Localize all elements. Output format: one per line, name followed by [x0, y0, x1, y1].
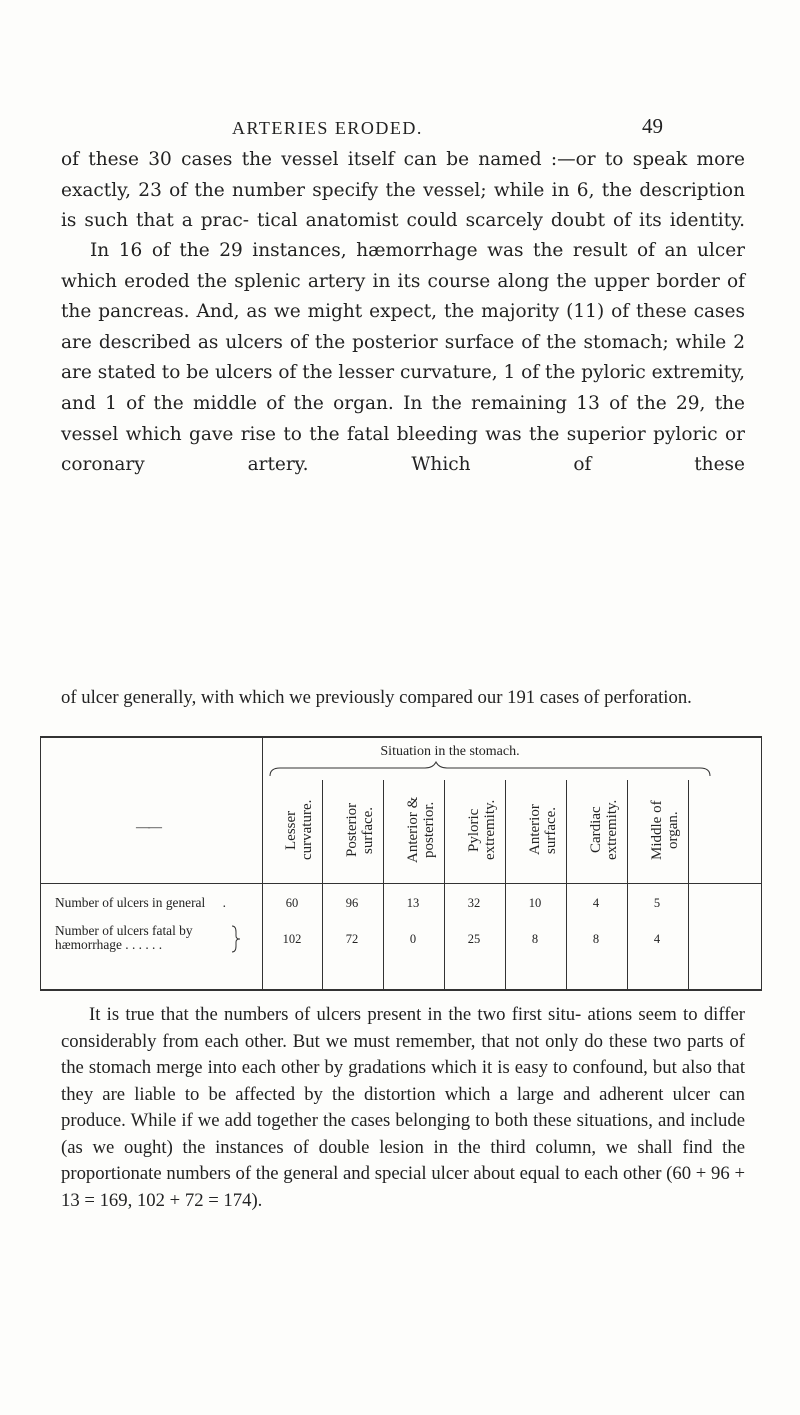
text-line: remember, that not only do these two parts of the stomach merge: [61, 1030, 745, 1078]
table-cell: 8: [592, 932, 600, 946]
situation-table: [40, 736, 760, 991]
text-line: proportionate numbers of the general and special ulcer about equal: [61, 1163, 561, 1184]
paragraph-2: [61, 236, 745, 481]
text-line: speak more exactly, 23 of the number specify the: [61, 149, 745, 201]
table-cell: 5: [653, 896, 661, 910]
column-rule: [566, 780, 567, 990]
text-line: of these 30 cases the vessel itself can be named :—or to: [61, 149, 624, 170]
column-rule: [688, 780, 689, 990]
text-line: curvature, 1 of the pyloric extremity, and 1 of the: [61, 362, 745, 414]
text-line: superior pyloric or coronary artery. Which of these: [61, 423, 745, 476]
row-label-text: Number of ulcers in general: [55, 895, 206, 910]
table-header-rule: [40, 883, 762, 884]
table-bottom-rule: [40, 989, 762, 991]
text-line: the instances of double lesion in the third column, we shall find the: [182, 1136, 745, 1158]
text-line: that they are liable to be affected by the distortion which a large: [61, 1057, 746, 1105]
column-rule: [627, 780, 628, 990]
table-caption: Situation in the stomach.: [380, 744, 520, 759]
table-cell: 96: [345, 896, 359, 910]
column-header-posterior-surface: Posterior surface.: [344, 802, 376, 858]
row-label-text: hæmorrhage . . . . . .: [55, 937, 163, 952]
text-line: stomach; while 2 are stated to be ulcers of the lesser: [61, 331, 745, 384]
text-line: might expect, the majority (11) of these cases are: [61, 301, 745, 353]
table-cell: 32: [467, 896, 481, 910]
column-header-lesser-curvature: Lesser curvature.: [283, 799, 315, 861]
row-label-general: [55, 896, 285, 910]
text-line: to each other (60 + 96 + 13 = 169, 102 + 72 = 174).: [61, 1163, 746, 1211]
column-rule: [322, 780, 323, 990]
table-cell: 60: [285, 896, 299, 910]
row-label-text: Number of ulcers fatal by: [55, 923, 193, 938]
row-brace: [230, 924, 242, 954]
table-cell: 0: [409, 932, 417, 946]
table-cell: 102: [282, 932, 302, 946]
text-line: the vessel which gave rise to the fatal bleeding was the: [61, 392, 746, 445]
text-line: vessel; while in 6, the description is such that a prac-: [61, 179, 745, 232]
table-cell: 4: [653, 932, 661, 946]
text-line: In 16 of the 29 instances, hæmorrhage was the result: [90, 240, 628, 261]
text-line: of perforation.: [583, 687, 692, 708]
paragraph-1: [61, 145, 745, 237]
row-label-suffix: .: [222, 895, 226, 910]
text-line: of an ulcer which eroded the splenic artery in its course: [61, 240, 745, 292]
text-line: of ulcer generally, with which we previously compared our 191 cases: [61, 687, 580, 708]
text-line: into each other by gradations which it is easy to confound, but also: [207, 1057, 712, 1078]
text-line: described as ulcers of the posterior surface of the: [98, 331, 577, 353]
table-cell: 25: [467, 932, 481, 946]
running-title: ARTERIES ERODED.: [232, 118, 423, 138]
column-header-pyloric-extremity: Pyloric extremity.: [466, 799, 498, 861]
text-line: tical anatomist could scarcely doubt of its identity.: [256, 210, 746, 232]
caption-brace: [40, 736, 762, 786]
page-number: 49: [642, 114, 663, 138]
text-line: ations seem to differ considerably from each other. But we must: [61, 1004, 745, 1052]
table-cell: 13: [406, 896, 420, 910]
column-header-cardiac-extremity: Cardiac extremity.: [588, 799, 620, 861]
table-cell: 4: [592, 896, 600, 910]
paragraph-3: [61, 685, 745, 712]
text-line: cases belonging to both these situations, and include (as we ought): [61, 1110, 745, 1158]
column-header-anterior-surface: Anterior surface.: [527, 804, 559, 856]
table-cell: 8: [531, 932, 539, 946]
text-line: and adherent ulcer can produce. While if we add together the: [61, 1083, 746, 1131]
text-line: It is true that the numbers of ulcers present in the two first situ-: [89, 1004, 582, 1025]
table-cell: 10: [528, 896, 542, 910]
page-header: [0, 114, 800, 148]
column-rule: [383, 780, 384, 990]
corner-dash: ——: [136, 820, 160, 835]
table-cell: 72: [345, 932, 359, 946]
text-line: middle of the organ. In the remaining 13 of the 29,: [193, 392, 706, 414]
column-header-anterior-posterior: Anterior & posterior.: [405, 796, 437, 864]
column-rule: [444, 780, 445, 990]
text-line: along the upper border of the pancreas. And, as we: [61, 270, 746, 323]
row-label-fatal: [55, 924, 285, 952]
column-header-middle-of-organ: Middle of organ.: [649, 800, 681, 860]
column-rule: [505, 780, 506, 990]
paragraph-4: [61, 1002, 745, 1214]
